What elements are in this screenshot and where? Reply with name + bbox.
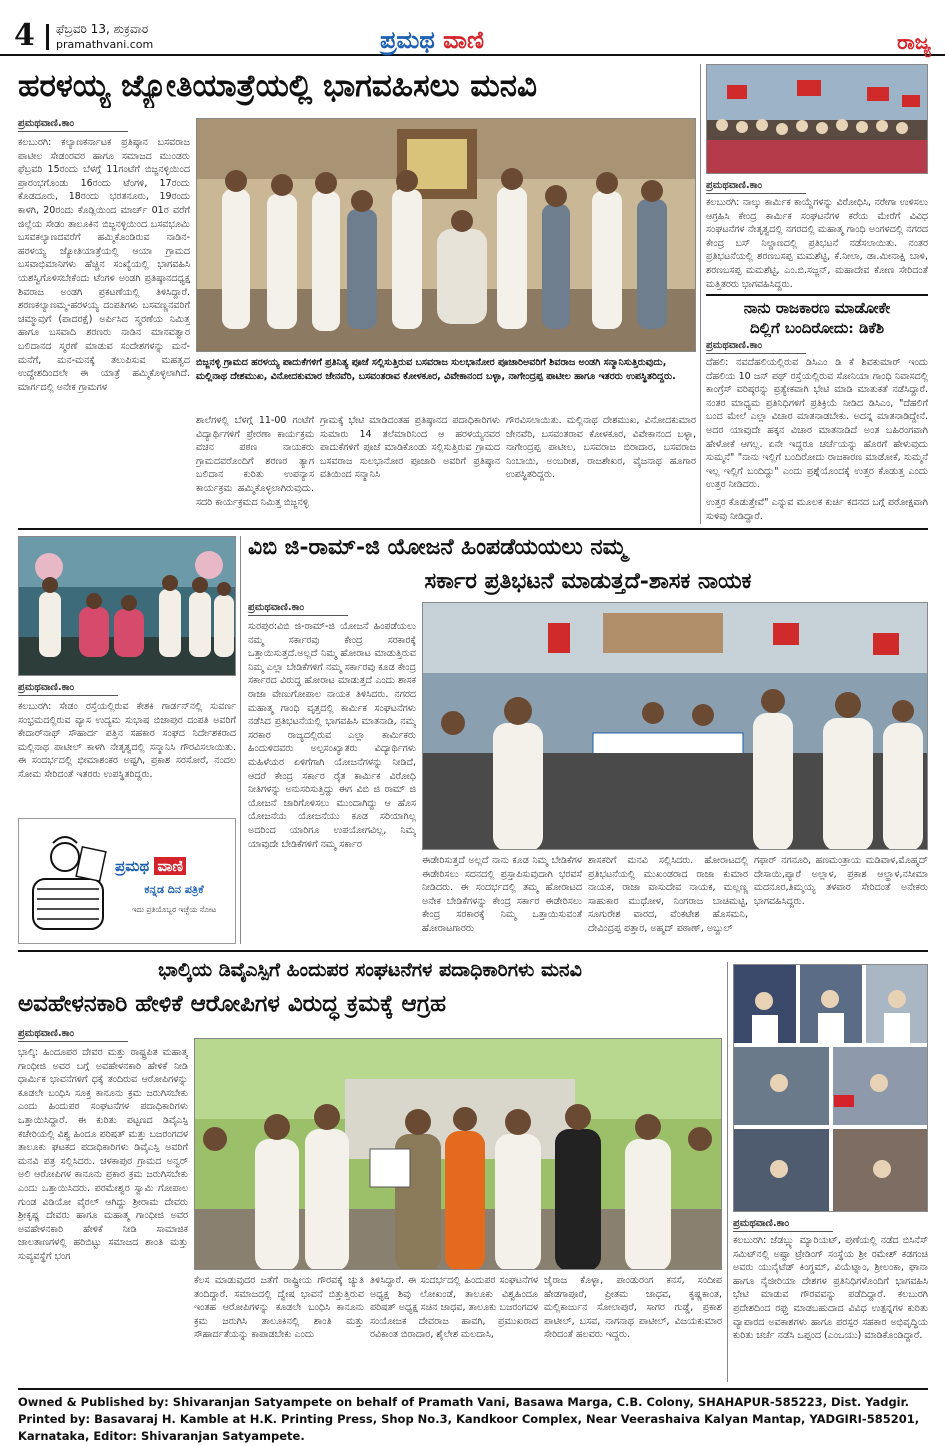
page-number-divider	[46, 24, 49, 50]
side4-text: ಕಲಬುರಗಿ: ಜೆಡಬ್ಲ್ಯು ಮ್ಯಾರಿಯಟ್, ಪುಣೆಯಲ್ಲಿ ನಡೆದ ಬಿಸಿನೆಸ್ ಸಮಿಟ್‌ನಲ್ಲಿ ಅಷ್ಟಾ ಟ್ರೇಡಿಂಗ್ ಸಂಸ್ಥೆಯ ಶ್ರೀ ರಮೇಶ್ ಕಡಗಂಚಿ ಅವರು ಯುನೈಟೆಡ್ ಕಿಂಗ್ಡಮ್, ವಿಯೆಟ್ನಾಂ, ಶ್ರೀಲಂಕಾ, ಘಾನಾ ಹಾಗೂ ನೈಜೀರಿಯಾ ದೇಶಗಳ ಪ್ರತಿನಿಧಿಗಳೊಂದಿಗೆ ಭಾಗವಹಿಸಿ ಭೇಟಿ ಮಾಡುವ ಗೌರವವನ್ನು ಪಡೆದಿದ್ದಾರೆ. ಕಲಬುರಗಿ ಪ್ರದೇಶದಿಂದ ರಫ್ತು ಮಾಡಬಹುದಾದ ವಿವಿಧ ಉತ್ಪನ್ನಗಳ ಕುರಿತು ವ್ಯಾಪಾರದ ಅವಕಾಶಗಳು ಹಾಗೂ ಪರಸ್ಪರ ಸಹಕಾರ ಅಭಿವೃದ್ಧಿಯ ಕುರಿತು ಚರ್ಚೆ ನಡೆಸಿ ಒಪ್ಪಂದ (ಎಂಒಯು) ಮಾಡಿಕೊಂಡಿದ್ದಾರೆ.	[733, 1235, 928, 1342]
story2-headline-line1: ವಿಬಿ ಜಿ-ರಾಮ್-ಜಿ ಯೋಜನೆ ಹಿಂಪಡೆಯಯಲು ನಮ್ಮ	[248, 534, 627, 560]
side1-byline: ಪ್ರಮಥವಾಣಿ.ಕಾಂ	[706, 180, 806, 194]
column-divider	[727, 962, 728, 1382]
newspaper-logo	[380, 26, 484, 54]
side4-byline: ಪ್ರಮಥವಾಣಿ.ಕಾಂ	[733, 1218, 833, 1232]
story1-col2: ಶಾಲೆಗಳಲ್ಲಿ ಬೆಳಗ್ಗೆ 11-00 ಗಂಟೆಗೆ ವಿದ್ಯಾರ್ಥಿಗಳಿಗೆ ಪ್ರೇರಣಾ ಕಾರ್ಯಕ್ರಮ ವಚನ ಪಠಣ ನಾಯಕರು ಗ್ರಾಮದವರೊಂದಿಗೆ ಶರಣರ ತ್ಯಾಗ ಬಲಿದಾನ ಕುರಿತು ಉಪನ್ಯಾಸ ಕಾರ್ಯಕ್ರಮ ಹಮ್ಮಿಕೊಳ್ಳಲಾಗಿರುವುದು. ಸದರಿ ಕಾರ್ಯಕ್ರಮದ ನಿಮಿತ್ತ ಬಿಜ್ಜನಳ್ಳಿ	[196, 415, 314, 508]
side2-headline-line1: ನಾನು ರಾಜಕಾರಣ ಮಾಡೋಕೇ	[743, 299, 891, 317]
side2-rule	[706, 294, 928, 296]
protest-photo-illustration	[707, 65, 928, 174]
section-label: ರಾಜ್ಯ	[897, 30, 931, 54]
story1-col1: ಕಲಬುರಗಿ: ಕಲ್ಯಾಣಕರ್ನಾಟಕ ಪ್ರತಿಷ್ಠಾನ ಬಸವರಾಜ ಪಾಟೀಲ ಸೇಡಂರವರ ಹಾಗೂ ಸಮಾಜದ ಮುಂಡರು ಫೆಬ್ರವರಿ 15ರಂದು ಬೆಳಗ್ಗೆ 11ಗಂಟೆಗೆ ಬಿಜ್ಜನಳ್ಳಿಯಿಂದ ಪ್ರಾರಂಭಗೊಂಡು 16ರಂದು ಟೆಂಗಳಿ, 17ರಂದು ಕೊಡದೂರು, 18ರಂದು ಭರತನೂರು, 19ರಂದು ಕಾಳಗಿ, 20ರಂದು ಕೊಡ್ಲಿಯಿಂದ ಮಾರ್ಚ್ 01ರ ವರೆಗೆ ಜಿಲ್ಲೆಯ ಸೇಡಂ ತಾಲೂಕಿನ ಬಿಜ್ಜನಳ್ಳಿಯಿಂದ ಬಸವಭೂಮಿ ಬಸವಕಲ್ಯಾಣದವರೆಗೆ ಹಮ್ಮಿಕೊಂಡಿರುವ ನಾಡಿನ-ಹರಳಯ್ಯ ಜ್ಯೋತಿಯಾತ್ರೆಯಲ್ಲಿ ಆಯಾ ಗ್ರಾಮದ ಬಸವಾಭಿಮಾನಿಗಳು ಹೆಚ್ಚಿನ ಸಂಖ್ಯೆಯಲ್ಲಿ ಭಾಗವಹಿಸಿ ಯಶಸ್ವಿಗೊಳಿಸಬೇಕೆಂದು ಟೆಂಗಳಿ ಅಂಡಗಿ ಪ್ರತಿಷ್ಠಾನದಧ್ಯಕ್ಷ ಶಿವರಾಜ ಅಂಡಗಿ ಪ್ರಕಟಣೆಯಲ್ಲಿ ತಿಳಿಸಿದ್ದಾರೆ. ಶರಣಕಲ್ಯಾಣಮ್ಮ-ಹರಳಯ್ಯ ದಂಪತಿಗಳು ಬಸವಣ್ಣನವರಿಗೆ ಚಮ್ಮಾವುಗೆ (ಪಾದರಕ್ಷೆ) ಅರ್ಪಿಸಿದ ಸ್ಮರಣೆಯ ನಿಮಿತ್ತ ಹಾಗೂ ಬಸವಾದಿ ಶರಣರು ನಾಡಿನ ಮಾನವತ್ವಾರ ಬಲಿದಾನದ ಸ್ಮರಣೆ ಮಾಡುವ ಸಂದೇಶಗಳನ್ನು ಮನೆ-ಮನೆಗೆ, ಮನ-ಮನಕ್ಕೆ ತಲುಪಿಸುವ ಮಹತ್ವದ ಉದ್ದೇಶದಿಂದಲೇ ಈ ಯಾತ್ರೆ ಹಮ್ಮಿಕೊಳ್ಳಲಾಗಿದೆ. ಮಾರ್ಗದಲ್ಲಿ ಅನೇಕ ಗ್ರಾಮಗಳ	[18, 137, 190, 393]
website-link[interactable]: pramathvani.com	[56, 38, 154, 51]
side2-headline-line2: ದಿಲ್ಲಿಗೆ ಬಂದಿರೋದು: ಡಿಕೆಶಿ	[749, 319, 885, 337]
side3-felicitation-photo	[18, 536, 236, 676]
story1-photo	[196, 118, 696, 352]
story3-col3: ತಿಳಿಸಿದ್ದಾರೆ. ಈ ಸಂದರ್ಭದಲ್ಲಿ ಹಿಂದುಪರ ಸಂಘಟನೆಗಳ ಅಧ್ಯಕ್ಷ ಶಿವು ಲೋಖಂಡೆ, ತಾಲೂಕು ವಿಶ್ವಹಿಂದೂ ಪರಿಷತ್ ಅಧ್ಯಕ್ಷ ಸಚಿನ ಜಾಧವ, ತಾಲೂಕು ಬಜರಂಗದಳ ಸಂಯೋಜಕ ದೇವರಾಜ ಹಾವಗಿ, ಪ್ರಮುಖರಾದ ರವಿಕಾಂತ ಬಿರಾದಾರ, ಶೈಲೇಶ ಮಲದಾಸಿ,	[370, 1275, 538, 1341]
story2-col3: ಶಾಸಕರಿಗೆ ಮನವಿ ಸಲ್ಲಿಸಿದರು. ಹೋರಾಟದಲ್ಲಿ ಪ್ರತಿಭಟನೆಯಲ್ಲಿ ಮುಖಂಡರಾದ ರಾಜಾ ಕುಮಾರ ನಾಯಕ, ರಾಜಾ ವಾಸುದೇವ ನಾಯಕ, ಮಲ್ಲಣ್ಣ ಸಾಹುಕಾರ ಮುಧೋಳ, ನಿಂಗರಾಜ ಬಾಚಿಮಟ್ಟಿ, ಸೂಗುರೇಶ ವಾರದ, ವೆಂಕಟೇಶ ಹೊಸಮನಿ, ದೇವಿಂದ್ರಪ್ಪ ಪತ್ತಾರ, ಅಹ್ಮದ್ ಪಠಾಣ್, ಅಬ್ದುಲ್	[588, 855, 748, 934]
story2-byline: ಪ್ರಮಥವಾಣಿ.ಕಾಂ	[248, 602, 348, 616]
side3-text: ಕಲಬುರಗಿ: ಸೇಡಂ ರಸ್ತೆಯಲ್ಲಿರುವ ಕೇಶಕಿ ಗಾರ್ಡನ್‌ನಲ್ಲಿ ಸುವರ್ಣ ಸಂಭ್ರಮದಲ್ಲಿರುವ ವ್ಯಾಸ ಉದ್ಯಮ ಸುಭಾಷ ಬಿಜಾಪುರ ದಂಪತಿ ಅವರಿಗೆ ಕೇದಾರ್‌ನಾಥ್ ಸೌಹಾರ್ದ ಪತ್ತಿನ ಸಹಕಾರ ಸಂಘದ ನಿರ್ದೇಶಕರಾದ ಮಲ್ಲಿನಾಥ ಪಾಟೀಲ್ ಕಾಳಗಿ ನೇತೃತ್ವದಲ್ಲಿ ಸನ್ಮಾನಿಸಿ ಗೌರವಿಸಲಾಯಿತು. ಈ ಸಂದರ್ಭದಲ್ಲಿ ಭೀಮಾಶಂಕರ ಅಷ್ಟಗಿ, ಪ್ರಕಾಶ ಸರಸೋರೆ, ನಂದಲ ಸೋಮ ಸೇರಿದಂತೆ ಇತರರು ಉಪಸ್ಥಿತರಿದ್ದರು.	[18, 701, 236, 780]
story2-col2: ಈಡೇರಿಸುತ್ತದೆ ಅಲ್ಲದೆ ನಾನು ಕೂಡ ನಿಮ್ಮ ಬೇಡಿಕೆಗಳ ಈಡೇರಿಸಲು ಸದನದಲ್ಲಿ ಪ್ರಸ್ತಾಪಿಸುವುದಾಗಿ ಭರವಸೆ ನೀಡಿದರು. ಈ ಸಂದರ್ಭದಲ್ಲಿ ತಮ್ಮ ಹೋರಾಟದ ಅನೇಕ ಬೇಡಿಕೆಗಳನ್ನು ಕೇಂದ್ರ ಸರ್ಕಾರ ಈಡೇರಿಸಲು ಕೇಂದ್ರ ಸರಕಾರಕ್ಕೆ ನಿಮ್ಮ ಒತ್ತಾಯಿಸುವಂತೆ ಹೋರಾಟಗಾರರು	[422, 855, 582, 934]
promo-tagline: ಇದು ಪ್ರತಿಯೊಬ್ಬರ ಇಚ್ಛೆಯ ನೋಟ	[131, 905, 217, 914]
side3-byline: ಪ್ರಮಥವಾಣಿ.ಕಾಂ	[18, 682, 118, 696]
group-photo-illustration	[197, 119, 696, 352]
masthead	[0, 0, 945, 56]
page-number: 4	[14, 18, 35, 53]
felicitation-photo-illustration	[19, 537, 236, 676]
promo-logo	[115, 857, 186, 875]
story2-headline-line2: ಸರ್ಕಾರ ಪ್ರತಿಭಟನೆ ಮಾಡುತ್ತದೆ-ಶಾಸಕ ನಾಯಕ	[424, 568, 752, 594]
story1-col3: ಗ್ರಾಮಕ್ಕೆ ಭೇಟಿ ಮಾಡಿದಂತಹ ಪ್ರತಿಷ್ಠಾನದ ಪದಾಧಿಕಾರಿಗಳು ಸುಮಾರು 14 ತಲೆಮಾರಿನಿಂದ ಆ ಹರಳಯ್ಯನವರ ಪಾದುಕೆಗಳಿಗೆ ಪೂಜೆ ಮಾಡಿಕೊಂಡು ಸಲ್ಲಿಸುತ್ತಿರುವ ಗ್ರಾಮದ ಬಸವರಾಜ ಸುಲಭಾನೋರ ಪೂಜಾರಿ ಅವರಿಗೆ ಪ್ರತಿಷ್ಠಾನ ವತಿಯಿಂದ ಸನ್ಮಾನಿಸಿ	[320, 415, 500, 481]
promo-logo-part1: ಪ್ರಮಥ	[115, 857, 150, 875]
logo-part1: ಪ್ರಮಥ	[380, 26, 435, 54]
reader-with-newspaper-icon	[27, 829, 109, 935]
memorandum-photo-illustration	[195, 1039, 722, 1270]
story2-col1: ಸುರಪುರ:ವಿಬಿ ಜಿ-ರಾಮ್-ಜಿ ಯೋಜನೆ ಹಿಂಪಡೆಯಲು ನಮ್ಮ ಸರ್ಕಾರವು ಕೇಂದ್ರ ಸರಕಾರಕ್ಕೆ ಒತ್ತಾಯಿಸುತ್ತದೆ.ಅಲ್ಲದೆ ನಿಮ್ಮ ಹೋರಾಟ ಮಾಡುತ್ತಿರುವ ನಿಮ್ಮ ಎಲ್ಲಾ ಬೇಡಿಕೆಗಳಿಗೆ ನಮ್ಮ ಸರ್ಕಾರವು ಕೂಡ ಕೇಂದ್ರ ಸರ್ಕಾರದ ವಿರುದ್ಧ ಹೋರಾಟ ಮಾಡುತ್ತದೆ ಎಂದು ಶಾಸಕ ರಾಜಾ ವೇಣುಗೋಪಾಲ ನಾಯಕ ತಿಳಿಸಿದರು. ನಗರದ ಮಹಾತ್ಮ ಗಾಂಧಿ ವೃತ್ತದಲ್ಲಿ ಕಾರ್ಮಿಕ ಸಂಘಟನೆಗಳು ನಡೆಸಿದ ಪ್ರತಿಭಟನೆಯಲ್ಲಿ ಭಾಗವಹಿಸಿ ಮಾತನಾಡಿ, ನಮ್ಮ ಸರಕಾರ ರಾಜ್ಯದಲ್ಲಿರುವ ಎಲ್ಲಾ ಕಾರ್ಮಿಕರು ಹಿಂದುಳಿದವರು ಅಲ್ಪಸಂಖ್ಯಾತರು ವಿದ್ಯಾರ್ಥಿಗಳು ಮಹಿಳೆಯರ ಏಳಿಗೆಗಾಗಿ ಯೋಜನೆಗಳನ್ನು ನೀಡಿದೆ, ಆದರೆ ಕೇಂದ್ರ ಸರ್ಕಾರ ರೈತ ಕಾರ್ಮಿಕ ವಿರೋಧಿ ನೀತಿಗಳನ್ನು ಅನುಸರಿಸುತ್ತಿದ್ದು ಈಗ ವಿಬಿ ಜಿ ರಾಮ್ ಜಿ ಯೋಜನೆ ಜಾರಿಗೊಳಿಸಲು ಮುಂದಾಗಿದ್ದು ಆ ಹೊಸ ಯೋಜನೆಯ ಯೋಜನೆಯು ಕೂಡ ಸರಿಯಾಗಿಲ್ಲ ಅದರಿಂದ ಯಾರಿಗೂ ಉಪಯೋಗವಿಲ್ಲ, ನಿಮ್ಮ ಯಾವುದೇ ಬೇಡಿಕೆಗಳಿಗೆ ನಮ್ಮ ಸರ್ಕಾರ	[248, 621, 416, 850]
story3-top-rule	[18, 950, 928, 952]
logo-part2: ವಾಣಿ	[443, 26, 485, 54]
story3-byline: ಪ್ರಮಥವಾಣಿ.ಕಾಂ	[18, 1028, 128, 1042]
side4-summit-photo-collage	[733, 964, 928, 1212]
rally-photo-illustration	[423, 603, 928, 850]
side2-remark: ಉತ್ತರ ಕೊಡುತ್ತೇವೆ" ಎನ್ನುವ ಮೂಲಕ ಕುರ್ಚಿ ಕದನದ ಬಗ್ಗೆ ಪರೋಕ್ಷವಾಗಿ ಸುಳಿವು ನೀಡಿದ್ದಾರೆ.	[706, 497, 928, 522]
story3-headline-line2: ಅವಹೇಳನಕಾರಿ ಹೇಳಿಕೆ ಆರೋಪಿಗಳ ವಿರುದ್ಧ ಕ್ರಮಕ್ಕೆ ಆಗ್ರಹ	[18, 990, 447, 1017]
story1-byline: ಪ್ರಮಥವಾಣಿ.ಕಾಂ	[18, 118, 128, 132]
story3-col2: ಕೆಲಸ ಮಾಡುವುದರ ಜತೆಗೆ ರಾಷ್ಟ್ರೀಯ ಗೌರವಕ್ಕೆ ಚ್ಯುತಿ ತಂದಿದ್ದಾರೆ. ಸಮಾಜದಲ್ಲಿ ದ್ವೇಷ ಭಾವನೆ ಬಿತ್ತುತ್ತಿರುವ ಇಂತಹ ಆರೋಪಿಗಳನ್ನು ಕೂಡಲೇ ಬಂಧಿಸಿ ಕಾನೂನು ಕ್ರಮ ಜರುಗಿಸಿ ತಾಲೂಕಿನಲ್ಲಿ ಶಾಂತಿ ಮತ್ತು ಸೌಹಾರ್ದತೆಯನ್ನು ಕಾಪಾಡಬೇಕು ಎಂದು	[194, 1275, 364, 1341]
story1-headline: ಹರಳಯ್ಯ ಜ್ಯೋತಿಯಾತ್ರೆಯಲ್ಲಿ ಭಾಗವಹಿಸಲು ಮನವಿ	[18, 68, 538, 104]
promo-ad-box	[18, 818, 236, 944]
story3-headline-line1: ಭಾಲ್ಕಿಯ ಡಿವೈಎಸ್ಪಿಗೆ ಹಿಂದುಪರ ಸಂಘಟನೆಗಳ ಪದಾಧಿಕಾರಿಗಳು ಮನವಿ	[158, 959, 582, 981]
story2-col4: ಗಫಾರ್ ನಗನೂರಿ, ಹಣಮಂತ್ರಾಯ ಮಡಿವಾಳ,ಮೊಹ್ಮದ್ ದೇಸಾಯಿ,ಪ್ಯಾರೆ ಅಲ್ಲಾಳ, ಪ್ರಕಾಶ ಆಲ್ಹಾಳ,ನಸೀಮಾ ಮದನೂರ,ತಿಮ್ಮಯ್ಯ ತಳವಾರ ಸೇರಿದಂತೆ ಅನೇಕರು ಭಾಗವಹಿಸಿದ್ದರು.	[754, 855, 928, 907]
column-divider	[700, 64, 701, 524]
side2-byline: ಪ್ರಮಥವಾಣಿ.ಕಾಂ	[706, 340, 806, 354]
story3-col1: ಭಾಲ್ಕಿ: ಹಿಂದೂಪರ ದೇವರ ಮತ್ತು ರಾಷ್ಟ್ರಪಿತ ಮಹಾತ್ಮ ಗಾಂಧೀಜಿ ಅವರ ಬಗ್ಗೆ ಅವಹೇಳನಕಾರಿ ಹೇಳಿಕೆ ನೀಡಿ ಧಾರ್ಮಿಕ ಭಾವನೆಗಳಿಗೆ ಧಕ್ಕೆ ತಂದಿರುವ ಆರೋಪಿಗಳನ್ನು ಕೂಡಲೇ ಬಂಧಿಸಿ ಸೂಕ್ತ ಕಾನೂನು ಕ್ರಮ ಜರುಗಿಸಬೇಕು ಎಂದು ಹಿಂದುಪರ ಸಂಘಟನೆಗಳ ಪದಾಧಿಕಾರಿಗಳು ಒತ್ತಾಯಿಸಿದ್ದಾರೆ. ಈ ಕುರಿತು ಪಟ್ಟಣದ ಡಿವೈಎಸ್ಪಿ ಕಚೇರಿಯಲ್ಲಿ ವಿಶ್ವ ಹಿಂದೂ ಪರಿಷತ್ ಮತ್ತು ಬಜರಂಗದಳ ತಾಲೂಕು ಘಟಕದ ಪದಾಧಿಕಾರಿಗಳು ಡಿವೈಎಸ್ಪಿ ಅವರಿಗೆ ಮನವಿ ಪತ್ರ ಸಲ್ಲಿಸಿದರು. ಚಳಕಾಪುರ ಗ್ರಾಮದ ಅನ್ವರ್ ಅಲಿ ಆರೋಪಿಗಳ ಕಾನೂನು ಪ್ರಕಾರ ಕ್ರಮ ಜರುಗಿಸಬೇಕು ಎಂದು ಒತ್ತಾಯಿಸಿದರು. ಪರಮೇಶ್ವರ ಸ್ವಾಮಿ ಗೋಪಾಲ ಗುಂಡ ವಿಡಿಯೋ ವೈರಲ್ ಆಗಿದ್ದು ಶ್ರೀರಾಮ ದೇವರು ಶ್ರೀಕೃಷ್ಣ ದೇವರು ಹಾಗೂ ಮಹಾತ್ಮ ಗಾಂಧೀಜಿ ಅವರ ಅವಹೇಳನಕಾರಿ ಹೇಳಿಕೆ ನೀಡಿ ಸಾಮಾಜಿಕ ಜಾಲತಾಣಗಳಲ್ಲಿ ಹರಿಬಿಟ್ಟು ಸಮಾಜದ ಶಾಂತಿ ಮತ್ತು ಸುವ್ಯವಸ್ಥೆಗೆ ಭಂಗ	[18, 1047, 188, 1262]
side2-text: ದೆಹಲಿ: ನವದೆಹಲಿಯಲ್ಲಿರುವ ಡಿಸಿಎಂ ಡಿ ಕೆ ಶಿವಕುಮಾರ್ ಇಂದು ದೆಹಲಿಯ 10 ಜನ್ ಪಥ್ ರಸ್ತೆಯಲ್ಲಿರುವ ಸೋನಿಯಾ ಗಾಂಧಿ ನಿವಾಸದಲ್ಲಿ ಕಾಂಗ್ರೆಸ್ ವರಿಷ್ಠರನ್ನು ಪ್ರತ್ಯೇಕವಾಗಿ ಭೇಟಿ ಮಾಡಿ ಮಾತುಕತೆ ನಡೆಸಿದ್ದಾರೆ. ನಂತರ ಮಾಧ್ಯಮ ಪ್ರತಿನಿಧಿಗಳಿಗೆ ಪ್ರತಿಕ್ರಿಯೆ ನೀಡಿದ ಡಿಸಿಎಂ, "ದೆಹಲಿಗೆ ಬಂದ ಮೇಲೆ ಎಲ್ಲಾ ವಿಚಾರ ಮಾತನಾಡಬೇಕು. ಅದನ್ನ ಮಾತನಾಡಿದ್ದೇನೆ. ಅದರ ಯಾವುದೇ ಹಕ್ಕನ ವಿಚಾರ ಮಾತನಾಡಿದೆ ಅಂತ ಬಹಿರಂಗವಾಗಿ ಹೇಳೋಕೆ ಆಗಲ್ಲ. ಏನೇ ಇದ್ದರೂ ಚರ್ಚೆಯನ್ನು ಹೊರಗೆ ಹೇಳುವುದು ಸುಮ್ಮನೆ" "ನಾನು ಇಲ್ಲಿಗೆ ಬಂದಿರೋದು ರಾಜಕಾರಣ ಮಾಡೋಕೆ, ಸುಮ್ಮನೆ ಇಲ್ಲ ಇಲ್ಲಿಗೆ ಬಂದಿದ್ದು" ಎಂದು ಪ್ರಶ್ನೆಯೊಂದಕ್ಕೆ ಉತ್ತರ ಕೊಡುತ್ತ ಎಂದು ಉತ್ತರ ನೀಡಿದರು.	[706, 357, 928, 491]
side1-text: ಕಲಬುರಗಿ: ನಾಲ್ಕು ಕಾರ್ಮಿಕ ಕಾಯ್ದೆಗಳನ್ನು ವಿರೋಧಿಸಿ, ನರೇಗಾ ಉಳಿಸಲು ಆಗ್ರಹಿಸಿ ಕೇಂದ್ರ ಕಾರ್ಮಿಕ ಸಂಘಟನೆಗಳ ಕರೆಯ ಮೇರೆಗೆ ವಿವಿಧ ಸಂಘಟನೆಗಳ ನೇತೃತ್ವದಲ್ಲಿ ನಗರದಲ್ಲಿ ಮಹಾತ್ಮ ಗಾಂಧಿ ಅಂಗಳದಲ್ಲಿ ನಗರದ ಕೇಂದ್ರ ಬಸ್ ನಿಲ್ದಾಣದಲ್ಲಿ ಪ್ರತಿಭಟನೆ ನಡೆಸಲಾಯಿತು. ನಂತರ ಪ್ರತಿಭಟನೆಯಲ್ಲಿ ಶರಣಬಸಪ್ಪ ಮಮಶೆಟ್ಟಿ, ಕೆ.ನೀಲಾ, ಡಾ.ಮೀನಾಕ್ಷಿ ಬಾಳಿ, ಶರಣಬಸಪ್ಪ ಮಮಶೆಟ್ಟಿ, ಎಂ.ಬಿ.ಸಜ್ಜನ್, ಮಹಾದೇವ ಕೋಣ ಸೇರಿದಂತೆ ಮತ್ತಿತರರು ಭಾಗವಹಿಸಿದ್ದರು.	[706, 197, 928, 290]
imprint-footer: Owned & Published by: Shivaranjan Satyampete on behalf of Pramath Vani, Basawa Marga, C.B. Colony, SHAHAPUR-585223, Dist. Yadgir. Printed by: Basavaraj H. Kamble at H.K. Printing Press, Shop No.3, Kandkoor Complex, Near Veerashaiva Kalyan Mantap, YADGIRI-585201, Karnataka, Editor: Shivaranjan Satyampete.	[18, 1388, 928, 1445]
summit-collage-illustration	[734, 965, 928, 1212]
promo-title: ಕನ್ನಡ ದಿನ ಪತ್ರಿಕೆ	[144, 883, 204, 896]
story3-col4: ಜೈರಾಜ ಕೊಳ್ಳಾ, ಪಾಂಡುರಂಗ ಕನಸೆ, ಸಂದೀಪ ಹೇಡಗಾಪೂರೆ, ಪ್ರೀತಮ ಜಾಧವ, ಕೃಷ್ಣಕಾಂತ, ಮಲ್ಲಿಕಾರ್ಜುನ ಸೋಲಾಪುರೆ, ಸಾಗರ ಗುಡ್ಡೆ, ಪ್ರಕಾಶ ಪಾಟೀಲ್, ಬಸವ, ನಾಗನಾಥ ಪಾಟೀಲ್, ವಿಜಯಕುಮಾರ ಸೇರಿದಂತೆ ಹಲವರು ಇದ್ದರು.	[544, 1275, 722, 1341]
side1-protest-photo	[706, 64, 928, 174]
issue-date: ಫೆಬ್ರವರಿ 13, ಶುಕ್ರವಾರ	[56, 22, 149, 36]
story1-photo-caption: ಬಿಜ್ಜನಳ್ಳಿ ಗ್ರಾಮದ ಹರಳಯ್ಯ ಪಾದುಕೆಗಳಿಗೆ ಪ್ರತಿನಿತ್ಯ ಪೂಜೆ ಸಲ್ಲಿಸುತ್ತಿರುವ ಬಸವರಾಜ ಸುಲಭಾನೋರ ಪೂಜಾರಿಅವರಿಗೆ ಶಿವರಾಜ ಅಂಡಗಿ ಸನ್ಮಾನಿಸುತ್ತಿರುವುದು, ಮಲ್ಲಿನಾಥ ದೇಶಮುಖ, ವಿನೋದಕುಮಾರ ಜೇನವೆರಿ, ಬಸವಂತರಾವ ಕೋಳಕೂರ, ವಿವೇಕಾನಂದ ಬಳ್ಳಾ, ನಾಗೇಂದ್ರಪ್ಪ ಪಾಟೀಲ ಹಾಗೂ ಇತರರು ಉಪಸ್ಥಿತರಿದ್ದರು.	[196, 357, 676, 382]
story1-col4: ಗೌರವಿಸಲಾಯಿತು. ಮಲ್ಲಿನಾಥ ದೇಶಮುಖ, ವಿನೋದಕುಮಾರ ಜೇನವೆರಿ, ಬಸವಂತರಾವ ಕೋಳಕೂರ, ವಿವೇಕಾನಂದ ಬಳ್ಳಾ, ನಾಗೇಂದ್ರಪ್ಪ ಪಾಟೀಲ, ಬಸವರಾಜ ಬಿರಾದಾರ, ಬಸವರಾಜ ನಿಂಬಾಯಿ, ಅಂಬರೀಶ, ರಾಜಶೇಖರ, ವೈಜನಾಥ ಹೂಗಾರ ಉಪಸ್ಥಿತರಿದ್ದರು.	[506, 415, 696, 481]
story3-memorandum-photo	[194, 1038, 722, 1270]
story2-protest-photo	[422, 602, 928, 850]
column-divider	[240, 536, 241, 944]
promo-logo-part2: ವಾಣಿ	[154, 857, 186, 875]
